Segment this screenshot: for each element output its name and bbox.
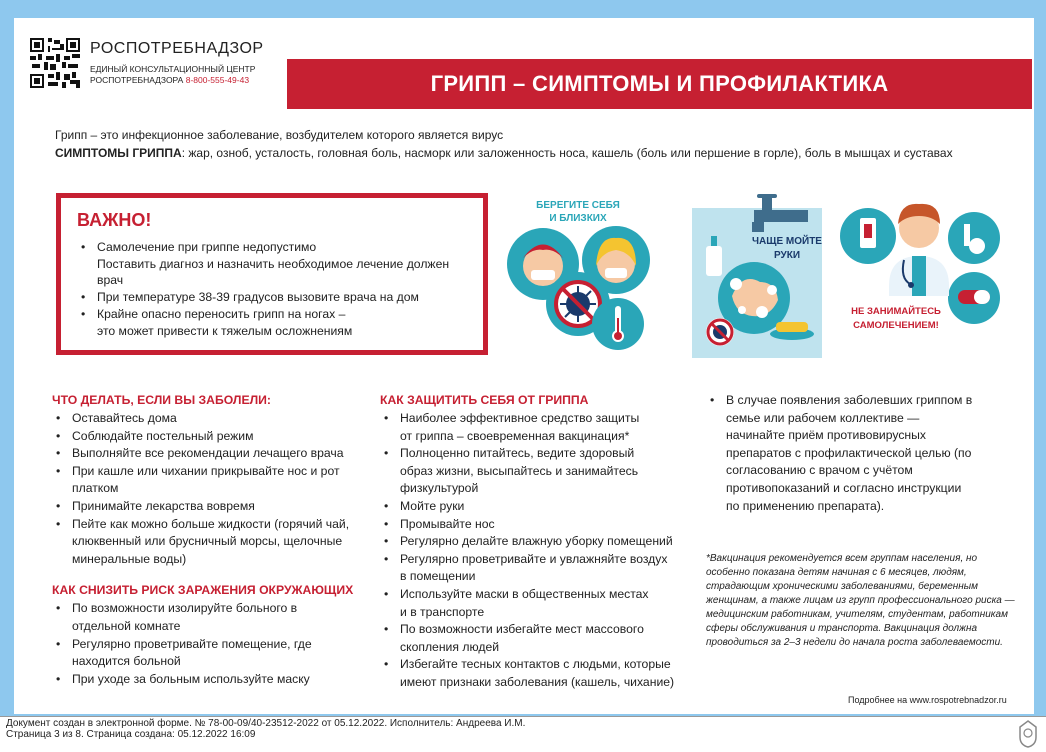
risk-list (52, 600, 362, 688)
org-line1: ЕДИНЫЙ КОНСУЛЬТАЦИОННЫЙ ЦЕНТР (90, 64, 256, 74)
symptoms-text: : жар, озноб, усталость, головная боль, насморк или заложенность носа, кашель (боль или першение в горле), боль в мышцах и суставах (181, 146, 953, 160)
list-item: • При кашле или чихании прикрывайте нос и рот платком (52, 463, 362, 498)
list-item: это может привести к тяжелым осложнениям (97, 324, 353, 338)
document-footer (0, 716, 1046, 752)
care-caption-line1: БЕРЕГИТЕ СЕБЯ (536, 200, 620, 211)
wash-caption-line2: РУКИ (773, 250, 801, 261)
list-item: • Регулярно делайте влажную уборку помещений (380, 533, 680, 551)
intro (55, 126, 1015, 162)
list-item: • Принимайте лекарства вовремя (52, 498, 362, 516)
more-info-link[interactable]: Подробнее на www.rospotrebnadzor.ru (848, 695, 1007, 705)
sick-column (52, 392, 362, 688)
list-item: • Регулярно проветривайте помещение, где находится больной (52, 636, 312, 671)
org-line2-wrap (90, 75, 255, 86)
important-list (77, 239, 467, 339)
sick-list (52, 410, 362, 568)
noself-caption-line1: НЕ ЗАНИМАЙТЕСЬ (851, 306, 941, 317)
doctor-illustration (834, 186, 1004, 366)
list-item: • Мойте руки (380, 498, 680, 516)
important-box (56, 193, 488, 355)
list-item: • По возможности избегайте мест массового скопления людей (380, 621, 650, 656)
org-contact (90, 64, 255, 86)
symptoms-label: СИМПТОМЫ ГРИППА (55, 146, 182, 160)
noself-caption-line2: САМОЛЕЧЕНИЕМ! (853, 320, 939, 331)
sick-title: ЧТО ДЕЛАТЬ, ЕСЛИ ВЫ ЗАБОЛЕЛИ: (52, 393, 271, 407)
org-name: РОСПОТРЕБНАДЗОР (90, 40, 264, 57)
intro-definition: Грипп – это инфекционное заболевание, возбудителем которого является вирус (55, 128, 504, 142)
list-item: • Используйте маски в общественных местах и в транспорте (380, 586, 650, 621)
hotline-phone[interactable]: 8-800-555-49-43 (185, 75, 250, 85)
intro-symptoms (55, 144, 1015, 162)
list-item: • В случае появления заболевших гриппом в семье или рабочем коллективе — начинайте приём противовирусных препаратов с профилактической целью (по согласованию с врачом с учётом противопоказаний и согласно инструкции по применению препарата). (706, 392, 974, 515)
family-column (706, 392, 976, 515)
list-item: • Оставайтесь дома (52, 410, 362, 428)
list-item: • Регулярно проветривайте и увлажняйте воздух в помещении (380, 551, 670, 586)
protect-column (380, 392, 680, 692)
list-item: • При уходе за больным используйте маску (52, 671, 362, 689)
list-item: • Пейте как можно больше жидкости (горячий чай, клюквенный или брусничный морсы, щелочные минеральные воды) (52, 516, 362, 569)
wash-caption-line1: ЧАЩЕ МОЙТЕ (752, 236, 822, 247)
protect-list (380, 410, 680, 692)
list-item: • Наиболее эффективное средство защиты от гриппа – своевременная вакцинация* (380, 410, 650, 445)
risk-title: КАК СНИЗИТЬ РИСК ЗАРАЖЕНИЯ ОКРУЖАЮЩИХ (52, 583, 354, 598)
vaccination-footnote: *Вакцинация рекомендуется всем группам населения, но особенно показана детям начиная с 6 месяцев, людям, страдающим хроническими заболеваниями, беременным женщинам, а также лицам из групп профессионального риска — медицинским работникам, учителям, студентам, работникам сферы обслуживания и транспорта. Вакцинация должна проводиться за 2–3 недели до начала роста заболеваемости. (706, 553, 1015, 648)
care-caption-line2: И БЛИЗКИХ (549, 213, 607, 224)
protect-title: КАК ЗАЩИТИТЬ СЕБЯ ОТ ГРИППА (380, 393, 589, 407)
list-item: • Самолечение при гриппе недопустимо (77, 239, 467, 255)
org-line2: РОСПОТРЕБНАДЗОРА (90, 75, 184, 85)
list-item: • Крайне опасно переносить грипп на ногах – (77, 306, 467, 322)
emblem-icon (1016, 719, 1040, 749)
list-item: • Соблюдайте постельный режим (52, 428, 362, 446)
wash-hands-illustration (662, 186, 832, 366)
family-list (706, 392, 976, 515)
important-title: ВАЖНО! (77, 210, 152, 230)
list-item: • При температуре 38-39 градусов вызовите врача на дом (77, 289, 467, 305)
care-illustration (498, 186, 658, 366)
qr-code-icon (30, 38, 80, 88)
footer-line2: Страница 3 из 8. Страница создана: 05.12.2022 16:09 (6, 729, 256, 740)
logo-block (30, 38, 280, 110)
list-item: • По возможности изолируйте больного в отдельной комнате (52, 600, 312, 635)
page-title: ГРИПП – СИМПТОМЫ И ПРОФИЛАКТИКА (287, 59, 1032, 109)
list-item: • Промывайте нос (380, 516, 680, 534)
footer-line1: Документ создан в электронной форме. № 78-00-09/40-23512-2022 от 05.12.2022. Исполнитель: Андреева И.М. (6, 718, 526, 729)
list-item: Поставить диагноз и назначить необходимое лечение должен врач (97, 257, 450, 287)
list-item: • Выполняйте все рекомендации лечащего врача (52, 445, 362, 463)
list-item: • Избегайте тесных контактов с людьми, которые имеют признаки заболевания (кашель, чихание) (380, 656, 675, 691)
list-item: • Полноценно питайтесь, ведите здоровый образ жизни, высыпайтесь и занимайтесь физкультурой (380, 445, 650, 498)
